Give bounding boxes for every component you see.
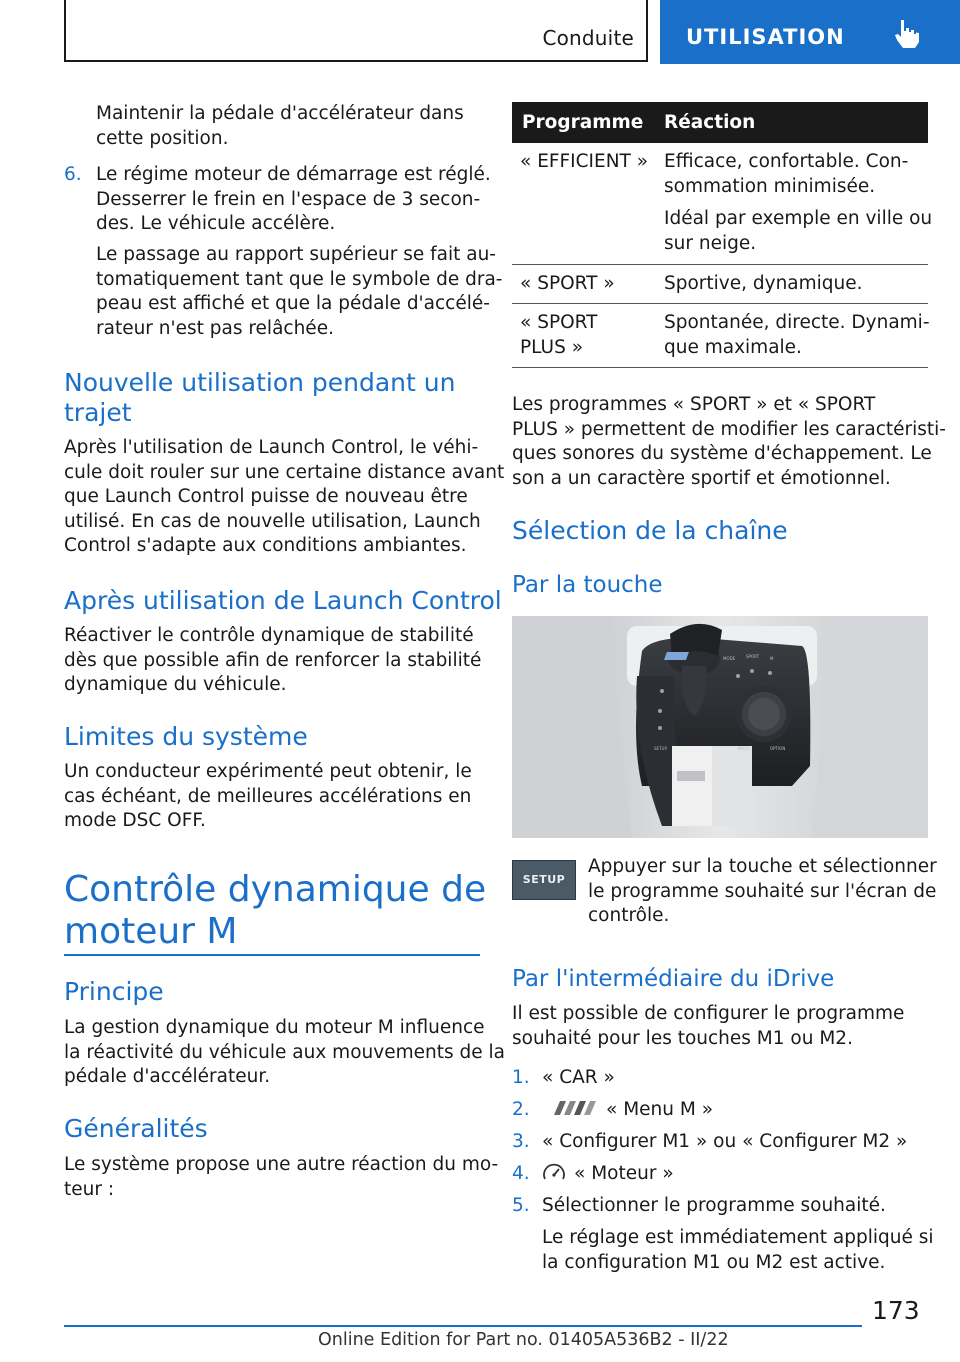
- step-text: « Configurer M1 » ou « Configurer M2 »: [542, 1131, 908, 1152]
- table-cell-reaction: Sportive, dynamique.: [664, 273, 863, 294]
- heading-par-la-touche: Par la touche: [512, 572, 663, 598]
- paragraph-idrive: Il est possible de configurer le programme souhaité pour les touches M1 ou M2.: [512, 1003, 905, 1049]
- table-cell-programme: « SPORT »: [520, 273, 615, 294]
- table-header-programme: Programme: [522, 112, 644, 133]
- step-text: « Menu M »: [606, 1099, 714, 1120]
- paragraph-apres-utilisation: Réactiver le contrôle dynamique de stabilité dès que possible afin de renforcer la stabilité dynamique du véhicule.: [64, 625, 482, 695]
- step-number: 1.: [512, 1067, 530, 1088]
- paragraph-limites: Un conducteur expérimenté peut obtenir, le cas échéant, de meilleures accélérations en mode DSC OFF.: [64, 761, 472, 831]
- table-cell-reaction: Spontanée, directe. Dynami- que maximale.: [664, 312, 930, 358]
- table-cell-reaction-note: Idéal par exemple en ville ou sur neige.: [664, 208, 933, 254]
- paragraph-nouvelle-utilisation: Après l'utilisation de Launch Control, le véhi- cule doit rouler sur une certaine distance avant que Launch Control puisse de nouveau être utilisé. En cas de nouvelle utilisation, Launch Control s'adapte aux conditions ambiantes.: [64, 437, 505, 556]
- step-text: Sélectionner le programme souhaité.: [542, 1195, 886, 1216]
- heading-selection: Sélection de la chaîne: [512, 516, 788, 545]
- console-label: SPORT: [746, 654, 760, 659]
- step-number: 2.: [512, 1099, 530, 1120]
- footer-rule: [64, 1325, 862, 1327]
- continuation-paragraph: Maintenir la pédale d'accélérateur dans cette position.: [96, 103, 464, 149]
- step-6-note: Le passage au rapport supérieur se fait au- tomatiquement tant que le symbole de dra- peau est affiché et que la pédale d'accélé- rateur n'est pas relâchée.: [96, 244, 503, 339]
- step-number: 4.: [512, 1163, 530, 1184]
- step-5-note: Le réglage est immédiatement appliqué si la configuration M1 ou M2 est active.: [542, 1227, 934, 1273]
- console-label: SETUP: [654, 746, 667, 751]
- console-label: BACK: [738, 746, 749, 751]
- paragraph-principe: La gestion dynamique du moteur M influence la réactivité du véhicule aux mouvements de la pédale d'accélérateur.: [64, 1017, 505, 1087]
- console-label: M: [770, 656, 774, 661]
- table-cell-programme: « SPORT PLUS »: [520, 312, 598, 358]
- table-divider: [512, 367, 928, 368]
- heading-apres-utilisation: Après utilisation de Launch Control: [64, 586, 502, 615]
- page-number: 173: [872, 1296, 920, 1325]
- table-cell-programme: « EFFICIENT »: [520, 151, 649, 172]
- paragraph-setup: Appuyer sur la touche et sélectionner le programme souhaité sur l'écran de contrôle.: [588, 856, 937, 926]
- table-divider: [512, 303, 928, 304]
- center-console-photo: [512, 616, 928, 838]
- header-section: Conduite: [542, 26, 634, 50]
- step-number: 6.: [64, 164, 82, 185]
- program-table-header: [512, 102, 928, 143]
- console-label: MODE: [723, 656, 736, 661]
- main-heading: Contrôle dynamique de moteur M: [64, 869, 487, 952]
- step-number: 5.: [512, 1195, 530, 1216]
- setup-button-icon: SETUP: [512, 860, 576, 900]
- footer-edition: Online Edition for Part no. 01405A536B2 - II/22: [318, 1330, 729, 1350]
- heading-generalites: Généralités: [64, 1114, 208, 1143]
- console-label: OPTION: [770, 746, 786, 751]
- header-chapter-tab: [660, 0, 960, 64]
- heading-nouvelle-utilisation: Nouvelle utilisation pendant un trajet: [64, 368, 456, 427]
- heading-limites: Limites du système: [64, 722, 308, 751]
- step-number: 3.: [512, 1131, 530, 1152]
- paragraph-programmes: Les programmes « SPORT » et « SPORT PLUS » permettent de modifier les caractéristi- ques sonores du système d'échappement. Le son a un caractère sportif et émotionnel.: [512, 394, 946, 489]
- heading-principe: Principe: [64, 977, 164, 1006]
- console-illustration: [512, 616, 928, 838]
- header-chapter: UTILISATION: [686, 25, 845, 49]
- step-text: « CAR »: [542, 1067, 615, 1088]
- pointing-hand-icon: [892, 18, 922, 50]
- engine-gauge-icon: [542, 1162, 566, 1184]
- step-6-text: Le régime moteur de démarrage est réglé. Desserrer le frein en l'espace de 3 secon- des. Le véhicule accélère.: [96, 164, 491, 234]
- heading-idrive: Par l'intermédiaire du iDrive: [512, 966, 835, 992]
- paragraph-generalites: Le système propose une autre réaction du mo- teur :: [64, 1154, 499, 1200]
- table-cell-reaction: Efficace, confortable. Con- sommation minimisée.: [664, 151, 909, 197]
- table-divider: [512, 264, 928, 265]
- heading-underline: [64, 954, 480, 956]
- m-stripes-icon: [548, 1099, 598, 1117]
- step-text: « Moteur »: [574, 1163, 674, 1184]
- table-header-reaction: Réaction: [664, 112, 756, 133]
- header-section-box: [64, 0, 648, 62]
